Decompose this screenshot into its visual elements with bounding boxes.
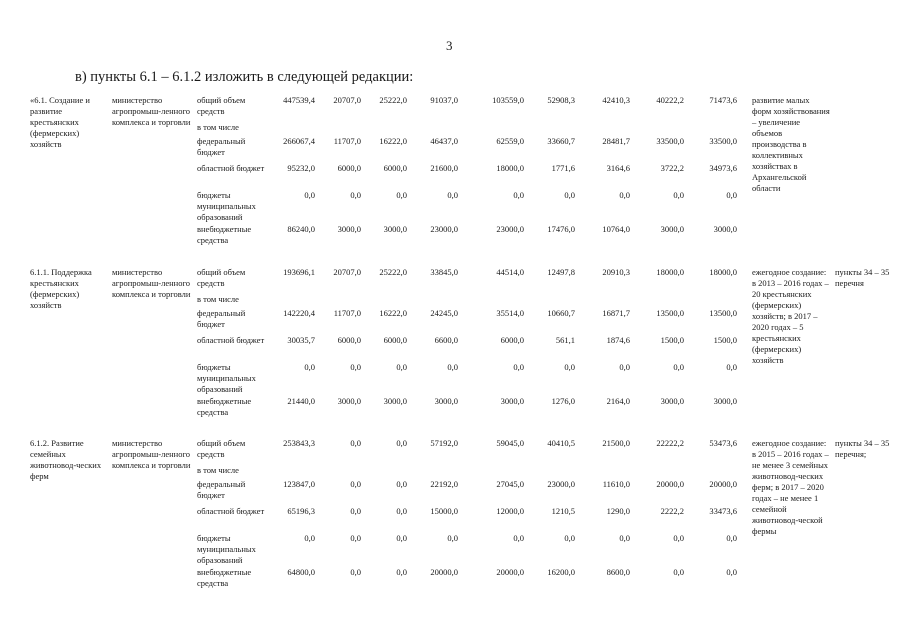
value-2013: 20707,0 (333, 95, 361, 105)
value-2018: 16871,7 (602, 308, 630, 318)
value-2014: 3000,0 (383, 396, 407, 406)
value-2016: 12000,0 (496, 506, 524, 516)
value-2020: 71473,6 (709, 95, 737, 105)
value-2018: 42410,3 (602, 95, 630, 105)
value-2020: 33500,0 (709, 136, 737, 146)
value-2018: 1874,6 (606, 335, 630, 345)
value-2013: 6000,0 (337, 163, 361, 173)
value-2017: 16200,0 (547, 567, 575, 577)
value-total: 0,0 (304, 533, 315, 543)
value-2020: 3000,0 (713, 224, 737, 234)
measure-name: 6.1.1. Поддержка крестьянских (фермерских) хозяйств (30, 267, 92, 310)
source-label: внебюджетные средства (197, 567, 252, 588)
value-2019: 3000,0 (660, 224, 684, 234)
value-2014: 0,0 (396, 479, 407, 489)
value-2017: 17476,0 (547, 224, 575, 234)
value-2015: 20000,0 (430, 567, 458, 577)
value-2020: 34973,6 (709, 163, 737, 173)
value-2017: 0,0 (564, 533, 575, 543)
value-2013: 0,0 (350, 479, 361, 489)
value-2019: 3722,2 (660, 163, 684, 173)
value-2013: 0,0 (350, 362, 361, 372)
value-2015: 15000,0 (430, 506, 458, 516)
value-2020: 20000,0 (709, 479, 737, 489)
value-2019: 3000,0 (660, 396, 684, 406)
value-total: 253843,3 (283, 438, 315, 448)
value-2020: 3000,0 (713, 396, 737, 406)
value-2018: 20910,3 (602, 267, 630, 277)
source-label: общий объем средств (197, 267, 246, 288)
value-2019: 22222,2 (656, 438, 684, 448)
value-2016: 35514,0 (496, 308, 524, 318)
value-total: 64800,0 (287, 567, 315, 577)
value-2018: 2164,0 (606, 396, 630, 406)
value-2020: 0,0 (726, 362, 737, 372)
source-label: в том числе (197, 465, 239, 475)
value-2014: 16222,0 (379, 308, 407, 318)
value-2016: 59045,0 (496, 438, 524, 448)
value-2016: 0,0 (513, 533, 524, 543)
value-2016: 20000,0 (496, 567, 524, 577)
value-2016: 44514,0 (496, 267, 524, 277)
value-total: 0,0 (304, 362, 315, 372)
value-2014: 25222,0 (379, 267, 407, 277)
source-label: областной бюджет (197, 506, 265, 516)
value-2014: 0,0 (396, 506, 407, 516)
value-2017: 23000,0 (547, 479, 575, 489)
value-2017: 52908,3 (547, 95, 575, 105)
value-2014: 3000,0 (383, 224, 407, 234)
value-2019: 2222,2 (660, 506, 684, 516)
value-2017: 561,1 (555, 335, 575, 345)
section-heading: в) пункты 6.1 – 6.1.2 изложить в следующей редакции: (75, 69, 414, 85)
source-label: в том числе (197, 294, 239, 304)
value-2015: 46437,0 (430, 136, 458, 146)
value-2014: 0,0 (396, 438, 407, 448)
value-2016: 27045,0 (496, 479, 524, 489)
value-2017: 40410,5 (547, 438, 575, 448)
executor: министерство агропромыш-ленного комплекса и торговли (112, 438, 191, 470)
value-2020: 0,0 (726, 533, 737, 543)
value-2013: 0,0 (350, 190, 361, 200)
value-2017: 1276,0 (551, 396, 575, 406)
value-2014: 0,0 (396, 567, 407, 577)
value-2013: 20707,0 (333, 267, 361, 277)
reference: пункты 34 – 35 перечня; (835, 438, 890, 459)
value-2018: 1290,0 (606, 506, 630, 516)
value-2016: 18000,0 (496, 163, 524, 173)
source-label: внебюджетные средства (197, 224, 252, 245)
value-2014: 16222,0 (379, 136, 407, 146)
value-total: 0,0 (304, 190, 315, 200)
reference: пункты 34 – 35 перечня (835, 267, 890, 288)
value-2014: 0,0 (396, 362, 407, 372)
source-label: общий объем средств (197, 95, 246, 116)
value-2013: 0,0 (350, 438, 361, 448)
executor: министерство агропромыш-ленного комплекса и торговли (112, 95, 191, 127)
value-2019: 33500,0 (656, 136, 684, 146)
value-total: 266067,4 (283, 136, 315, 146)
value-2018: 28481,7 (602, 136, 630, 146)
source-label: федеральный бюджет (197, 136, 246, 157)
value-total: 123847,0 (283, 479, 315, 489)
value-2019: 0,0 (673, 567, 684, 577)
value-2017: 1210,5 (551, 506, 575, 516)
measure-name: 6.1.2. Развитие семейных животновод-ческих ферм (30, 438, 102, 481)
value-2017: 12497,8 (547, 267, 575, 277)
value-2013: 0,0 (350, 506, 361, 516)
expected-result: ежегодное создание: в 2015 – 2016 годах – не менее 3 семейных животновод-ческих ферм; в 2017 – 2020 годах – не менее 1 семейной животновод-ческой фермы (752, 438, 829, 536)
value-total: 95232,0 (287, 163, 315, 173)
value-2015: 6600,0 (434, 335, 458, 345)
value-2020: 1500,0 (713, 335, 737, 345)
value-2014: 6000,0 (383, 335, 407, 345)
value-total: 30035,7 (287, 335, 315, 345)
value-2018: 21500,0 (602, 438, 630, 448)
source-label: областной бюджет (197, 163, 265, 173)
value-total: 86240,0 (287, 224, 315, 234)
value-2015: 57192,0 (430, 438, 458, 448)
value-2013: 11707,0 (333, 136, 361, 146)
source-label: бюджеты муниципальных образований (197, 190, 256, 222)
value-2019: 0,0 (673, 533, 684, 543)
value-2014: 0,0 (396, 190, 407, 200)
value-2016: 6000,0 (500, 335, 524, 345)
value-2018: 11610,0 (602, 479, 630, 489)
value-total: 21440,0 (287, 396, 315, 406)
value-2014: 6000,0 (383, 163, 407, 173)
value-2013: 3000,0 (337, 396, 361, 406)
value-2019: 0,0 (673, 362, 684, 372)
value-2015: 21600,0 (430, 163, 458, 173)
value-2016: 0,0 (513, 190, 524, 200)
value-2019: 18000,0 (656, 267, 684, 277)
value-2013: 6000,0 (337, 335, 361, 345)
value-2013: 0,0 (350, 567, 361, 577)
value-2016: 103559,0 (492, 95, 524, 105)
value-2020: 33473,6 (709, 506, 737, 516)
value-2018: 0,0 (619, 190, 630, 200)
value-2019: 20000,0 (656, 479, 684, 489)
value-2017: 0,0 (564, 362, 575, 372)
value-2013: 11707,0 (333, 308, 361, 318)
source-label: бюджеты муниципальных образований (197, 533, 256, 565)
value-2018: 0,0 (619, 533, 630, 543)
value-2018: 0,0 (619, 362, 630, 372)
expected-result: ежегодное создание: в 2013 – 2016 годах – 20 крестьянских (фермерских) хозяйств; в 2017 – 2020 годах – 5 крестьянских (фермерских) хозяйств (752, 267, 829, 365)
page-number: 3 (446, 38, 453, 53)
value-2013: 3000,0 (337, 224, 361, 234)
value-2015: 23000,0 (430, 224, 458, 234)
value-2015: 91037,0 (430, 95, 458, 105)
value-total: 193696,1 (283, 267, 315, 277)
value-2014: 25222,0 (379, 95, 407, 105)
value-2017: 33660,7 (547, 136, 575, 146)
value-2016: 3000,0 (500, 396, 524, 406)
value-2014: 0,0 (396, 533, 407, 543)
source-label: федеральный бюджет (197, 308, 246, 329)
value-2016: 23000,0 (496, 224, 524, 234)
value-2015: 22192,0 (430, 479, 458, 489)
value-2015: 0,0 (447, 362, 458, 372)
value-2020: 0,0 (726, 190, 737, 200)
value-2017: 0,0 (564, 190, 575, 200)
value-2018: 8600,0 (606, 567, 630, 577)
value-2018: 3164,6 (606, 163, 630, 173)
value-total: 65196,3 (287, 506, 315, 516)
value-2020: 53473,6 (709, 438, 737, 448)
value-2019: 0,0 (673, 190, 684, 200)
source-label: областной бюджет (197, 335, 265, 345)
value-2019: 1500,0 (660, 335, 684, 345)
source-label: федеральный бюджет (197, 479, 246, 500)
source-label: бюджеты муниципальных образований (197, 362, 256, 394)
value-2015: 0,0 (447, 190, 458, 200)
value-2015: 24245,0 (430, 308, 458, 318)
value-total: 447539,4 (283, 95, 315, 105)
value-2019: 13500,0 (656, 308, 684, 318)
source-label: общий объем средств (197, 438, 246, 459)
value-2018: 10764,0 (602, 224, 630, 234)
measure-name: «6.1. Создание и развитие крестьянских (фермерских) хозяйств (30, 95, 90, 149)
value-2017: 10660,7 (547, 308, 575, 318)
value-2016: 62559,0 (496, 136, 524, 146)
executor: министерство агропромыш-ленного комплекса и торговли (112, 267, 191, 299)
value-2016: 0,0 (513, 362, 524, 372)
source-label: в том числе (197, 122, 239, 132)
value-2015: 0,0 (447, 533, 458, 543)
value-2020: 13500,0 (709, 308, 737, 318)
expected-result: развитие малых форм хозяйствования – увеличение объемов производства в коллективных хозяйствах в Архангельской области (752, 95, 830, 193)
value-total: 142220,4 (283, 308, 315, 318)
value-2020: 0,0 (726, 567, 737, 577)
value-2013: 0,0 (350, 533, 361, 543)
value-2017: 1771,6 (551, 163, 575, 173)
value-2015: 3000,0 (434, 396, 458, 406)
value-2019: 40222,2 (656, 95, 684, 105)
source-label: внебюджетные средства (197, 396, 252, 417)
value-2020: 18000,0 (709, 267, 737, 277)
value-2015: 33845,0 (430, 267, 458, 277)
